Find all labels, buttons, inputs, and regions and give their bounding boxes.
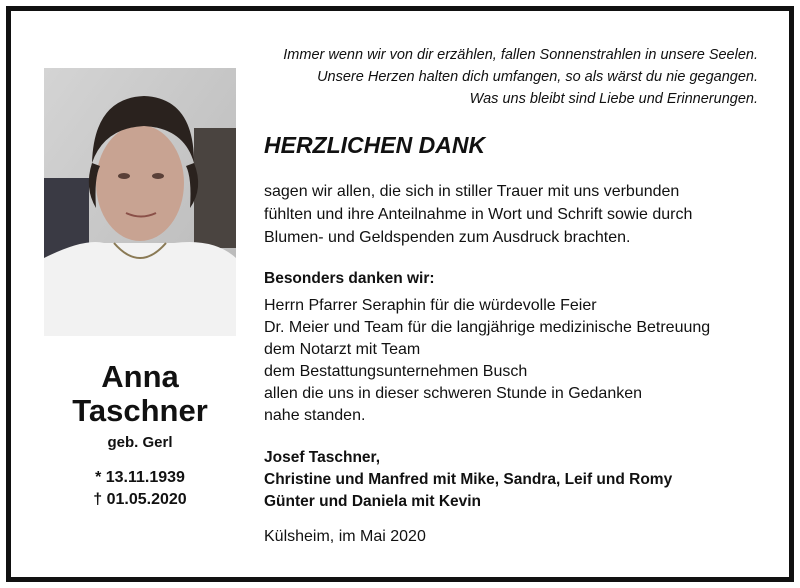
memorial-quote [238,44,758,110]
place-date: Külsheim, im Mai 2020 [264,528,426,545]
notice-heading: HERZLICHEN DANK [264,132,486,158]
portrait-image [44,68,236,336]
quote-line: Unsere Herzen halten dich umfangen, so als wärst du nie gegangen. [317,69,758,85]
intro-line: sagen wir allen, die sich in stiller Trauer mit uns verbunden [264,183,680,200]
family-line: Josef Taschner, [264,449,381,466]
thanks-list [264,295,710,427]
life-dates [40,467,240,511]
birth-date: * 13.11.1939 [95,469,185,486]
thanks-line: Herrn Pfarrer Seraphin für die würdevolle Feier [264,297,597,314]
quote-line: Was uns bleibt sind Liebe und Erinnerungen. [469,91,758,107]
family-line: Günter und Daniela mit Kevin [264,493,482,510]
portrait-photo [44,68,236,336]
thanks-line: dem Notarzt mit Team [264,341,421,358]
thanks-line: nahe standen. [264,407,366,424]
thanks-line: dem Bestattungsunternehmen Busch [264,363,528,380]
family-signatures [264,447,672,513]
deceased-last-name: Taschner [72,393,208,428]
intro-text [264,180,692,249]
death-date: † 01.05.2020 [93,491,187,508]
deceased-info [40,360,240,511]
thanks-line: Dr. Meier und Team für die langjährige medizinische Betreuung [264,319,711,336]
family-line: Christine und Manfred mit Mike, Sandra, Leif und Romy [264,471,673,488]
deceased-first-name: Anna [101,359,179,394]
thanks-line: allen die uns in dieser schweren Stunde in Gedanken [264,385,643,402]
thanks-title: Besonders danken wir: [264,270,435,287]
maiden-name: geb. Gerl [107,434,173,451]
intro-line: Blumen- und Geldspenden zum Ausdruck brachten. [264,229,631,246]
quote-line: Immer wenn wir von dir erzählen, fallen Sonnenstrahlen in unsere Seelen. [283,47,758,63]
intro-line: fühlten und ihre Anteilnahme in Wort und Schrift sowie durch [264,206,693,223]
